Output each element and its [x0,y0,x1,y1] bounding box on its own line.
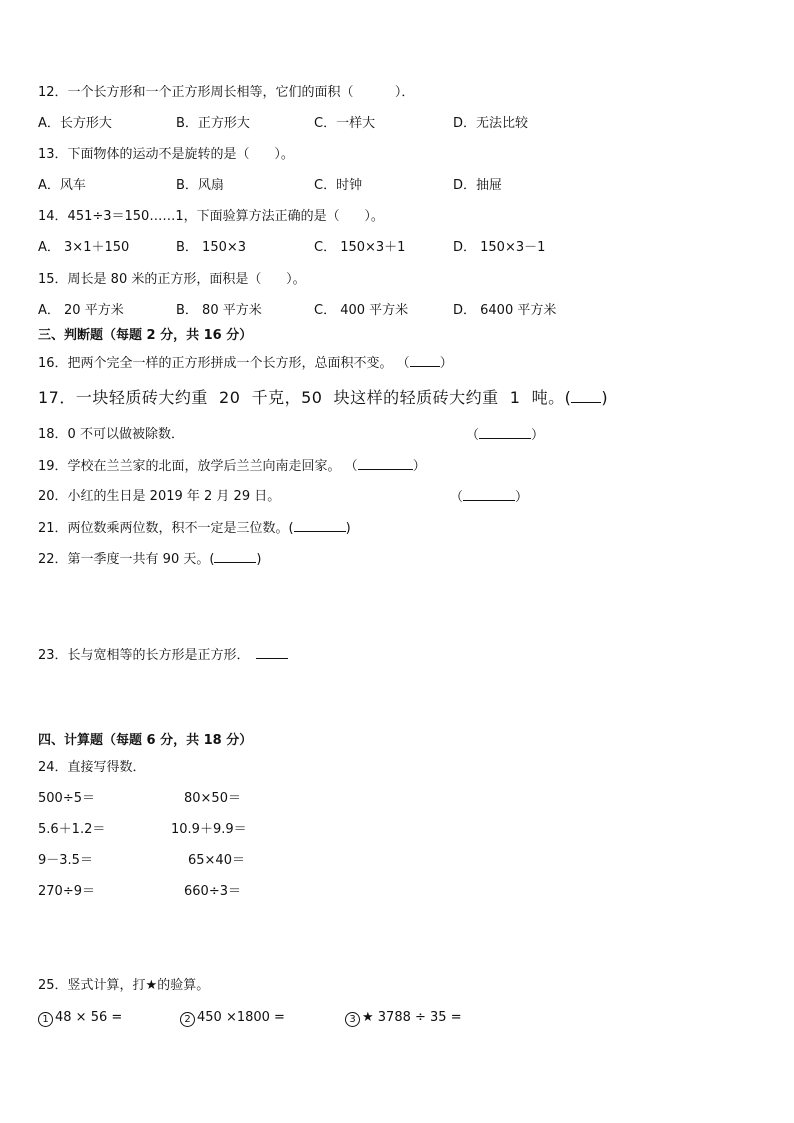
q24-item-5: 9－3.5＝ [38,853,93,868]
q23-answer-blank[interactable] [256,646,288,659]
q15-stem: 15．周长是 80 米的正方形，面积是（ ）。 [38,272,306,287]
q12-option-b[interactable]: B．正方形大 [176,116,250,131]
q14-option-c[interactable]: C． 150×3＋1 [314,240,406,255]
q24-item-7: 270÷9＝ [38,884,95,899]
q17-close: ) [601,388,609,407]
q24-item-8: 660÷3＝ [184,884,241,899]
q22-close: ) [256,552,262,567]
q23-text [38,646,288,665]
q17-stem: 17．一块轻质砖大约重 20 千克，50 块这样的轻质砖大约重 1 吨。( [38,388,572,407]
q18-stem: 18．0 不可以做被除数． [38,427,184,442]
q20-bracket [450,488,528,507]
q17-text [38,389,608,407]
section-3-title: 三、判断题（每题 2 分，共 16 分） [38,328,253,343]
q19-close: ） [412,459,426,474]
q20-stem: 20．小红的生日是 2019 年 2 月 29 日。 [38,489,281,504]
q18-close: ） [531,428,545,443]
q25-stem: 25．竖式计算，打★的验算。 [38,978,210,993]
q25-expr-3 [345,1009,462,1027]
q24-item-1: 500÷5＝ [38,791,95,806]
q24-item-3: 5.6＋1.2＝ [38,822,106,837]
q16-stem: 16．把两个完全一样的正方形拼成一个长方形，总面积不变。 （ [38,356,410,371]
q16-answer-blank[interactable] [410,354,440,367]
q16-text [38,354,453,373]
q21-text [38,519,351,538]
q19-text [38,457,426,476]
q23-stem: 23．长与宽相等的长方形是正方形． [38,648,250,663]
q16-close: ） [439,356,453,371]
q15-option-c[interactable]: C． 400 平方米 [314,303,409,318]
q13-option-b[interactable]: B．风扇 [176,178,224,193]
q24-item-6: 65×40＝ [188,853,245,868]
circled-number-1: 1 [38,1012,53,1027]
circled-number-3: 3 [345,1012,360,1027]
q13-option-d[interactable]: D．抽屉 [453,178,503,193]
q20-open: （ [450,490,464,505]
q24-stem: 24．直接写得数． [38,760,146,775]
q14-option-a[interactable]: A． 3×1＋150 [38,240,130,255]
q13-stem: 13．下面物体的运动不是旋转的是（ ）。 [38,147,294,162]
q12-option-c[interactable]: C．一样大 [314,116,376,131]
q22-answer-blank[interactable] [214,550,256,563]
q19-answer-blank[interactable] [358,457,413,470]
q17-answer-blank[interactable] [571,390,601,403]
q15-option-a[interactable]: A． 20 平方米 [38,303,124,318]
q25-expr-1-text: 48 × 56 = [55,1010,123,1025]
q12-stem: 12．一个长方形和一个正方形周长相等，它们的面积（ ）． [38,85,415,100]
q22-stem: 22．第一季度一共有 90 天。( [38,552,215,567]
q20-answer-blank[interactable] [463,488,515,501]
q24-item-2: 80×50＝ [184,791,241,806]
q15-option-d[interactable]: D． 6400 平方米 [453,303,557,318]
q21-close: ) [345,521,351,536]
q18-open: （ [466,428,480,443]
q14-option-d[interactable]: D． 150×3－1 [453,240,546,255]
q19-stem: 19．学校在兰兰家的北面，放学后兰兰向南走回家。 （ [38,459,358,474]
q25-expr-1 [38,1009,122,1027]
q12-option-a[interactable]: A．长方形大 [38,116,112,131]
q14-option-b[interactable]: B． 150×3 [176,240,247,255]
q14-stem: 14．451÷3＝150……1，下面验算方法正确的是（ ）。 [38,209,384,224]
q25-expr-2 [180,1009,285,1027]
q18-answer-blank[interactable] [479,426,531,439]
q24-item-4: 10.9＋9.9＝ [171,822,247,837]
q13-option-a[interactable]: A．风车 [38,178,86,193]
q22-text [38,550,262,569]
q25-expr-2-text: 450 ×1800 = [197,1010,285,1025]
circled-number-2: 2 [180,1012,195,1027]
q12-option-d[interactable]: D．无法比较 [453,116,529,131]
section-4-title: 四、计算题（每题 6 分，共 18 分） [38,733,253,748]
q21-stem: 21．两位数乘两位数，积不一定是三位数。( [38,521,294,536]
q25-expr-3-text: ★ 3788 ÷ 35 = [362,1010,462,1025]
q18-bracket [466,426,544,445]
q13-option-c[interactable]: C．时钟 [314,178,363,193]
q20-close: ） [515,490,529,505]
q15-option-b[interactable]: B． 80 平方米 [176,303,262,318]
q21-answer-blank[interactable] [294,519,346,532]
